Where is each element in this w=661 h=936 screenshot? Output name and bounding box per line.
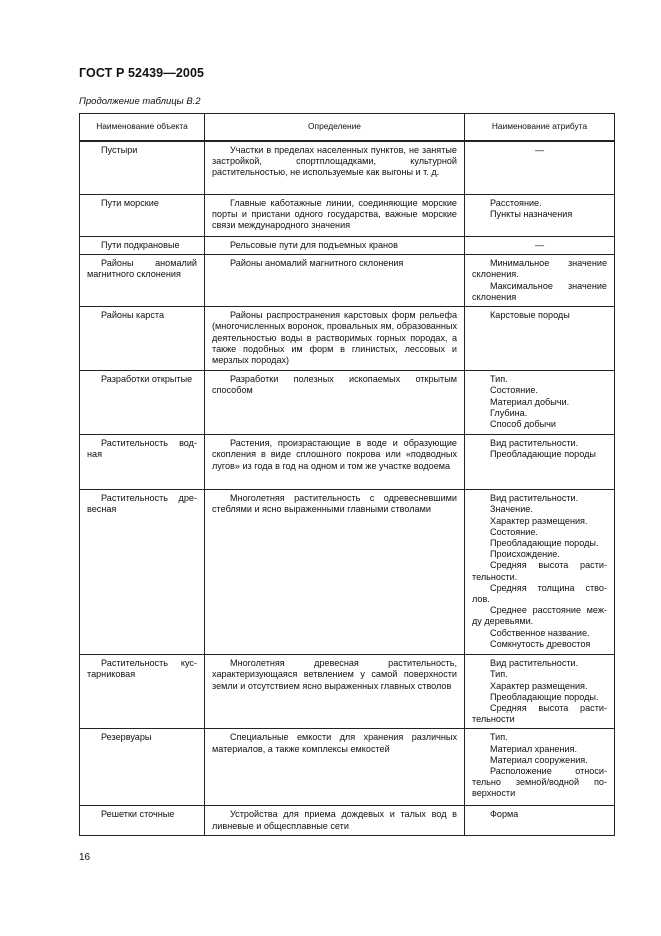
object-attributes: Форма: [465, 806, 615, 835]
table-row: [80, 255, 615, 307]
object-name: Резервуары: [80, 729, 205, 806]
table-row: [80, 237, 615, 255]
object-attributes: Тип. Состояние. Материал добычи. Глубина. Способ добычи: [465, 371, 615, 435]
document-title: ГОСТ Р 52439—2005: [79, 66, 205, 80]
object-attributes: Расстояние. Пункты назначения: [465, 195, 615, 237]
table-row: [80, 435, 615, 490]
column-header-object: Наименование объекта: [80, 114, 205, 141]
object-attributes: Карстовые породы: [465, 307, 615, 371]
table-row: [80, 806, 615, 835]
table-header-row: [80, 114, 615, 141]
object-name: Решетки сточные: [80, 806, 205, 835]
object-name: Районы аномалий магнитного склонения: [80, 255, 205, 307]
table-row: [80, 195, 615, 237]
object-definition: Главные каботажные линии, соединяющие морские порты и пристани одного государства, важные морские связи международного значения: [205, 195, 465, 237]
object-definition: Районы аномалий магнитного склонения: [205, 255, 465, 307]
object-attributes: —: [465, 142, 615, 195]
object-name: Растительность вод- ная: [80, 435, 205, 490]
table-row: [80, 490, 615, 655]
object-name: Пути подкрановые: [80, 237, 205, 255]
object-definition: Разработки полезных ископаемых открытым способом: [205, 371, 465, 435]
object-definition: Устройства для приема дождевых и талых вод в ливневые и общесплавные сети: [205, 806, 465, 835]
object-attributes: Вид растительности. Тип. Характер размещения. Преобладающие породы. Средняя высота расти- тельности: [465, 655, 615, 729]
object-name: Растительность кус- тарниковая: [80, 655, 205, 729]
object-name: Пути морские: [80, 195, 205, 237]
object-definition: Районы распространения карстовых форм рельефа (многочисленных воронок, провальных ям, образованных деятельностью воды в растворимых горных породах, а также подобных им форм в глинистых, лессовых и мерзлых породах): [205, 307, 465, 371]
object-definition: Многолетняя растительность с одревесневшими стеблями и ясно выраженными главными стволами: [205, 490, 465, 655]
object-attributes: Вид растительности. Преобладающие породы: [465, 435, 615, 490]
object-definition: Растения, произрастающие в воде и образующие скопления в виде сплошного покрова или «подводных лугов» из года в год на одном и том же участке водоема: [205, 435, 465, 490]
table-row: [80, 307, 615, 371]
object-name: Растительность дре- весная: [80, 490, 205, 655]
object-name: Районы карста: [80, 307, 205, 371]
table-row: [80, 371, 615, 435]
table-row: [80, 655, 615, 729]
column-header-definition: Определение: [205, 114, 465, 141]
object-definition: Специальные емкости для хранения различных материалов, а также комплексы емкостей: [205, 729, 465, 806]
table-row: [80, 729, 615, 806]
objects-table: [79, 113, 615, 836]
table-caption: Продолжение таблицы В.2: [79, 96, 201, 107]
object-definition: Рельсовые пути для подъемных кранов: [205, 237, 465, 255]
object-definition: Участки в пределах населенных пунктов, не занятые застройкой, спортплощадками, культурной растительностью, не используемые как выгоны и т. д.: [205, 142, 465, 195]
object-definition: Многолетняя древесная растительность, характеризующаяся ветвлением у самой поверхности земли и отсутствием ясно выраженных главных стволов: [205, 655, 465, 729]
page-number: 16: [79, 852, 91, 863]
object-attributes: Минимальное значение склонения. Максимальное значение склонения: [465, 255, 615, 307]
object-attributes: —: [465, 237, 615, 255]
object-name: Пустыри: [80, 142, 205, 195]
table-row: [80, 142, 615, 195]
object-attributes: Вид растительности. Значение. Характер размещения. Состояние. Преобладающие породы. Происхождение. Средняя высота расти- тельности. Средняя толщина ство- лов. Среднее расстояние меж- ду деревьями. Собственное название. Сомкнутость древостоя: [465, 490, 615, 655]
object-attributes: Тип. Материал хранения. Материал сооружения. Расположение относи- тельно земной/водной по- верхности: [465, 729, 615, 806]
object-name: Разработки открытые: [80, 371, 205, 435]
column-header-attribute: Наименование атрибута: [465, 114, 615, 141]
